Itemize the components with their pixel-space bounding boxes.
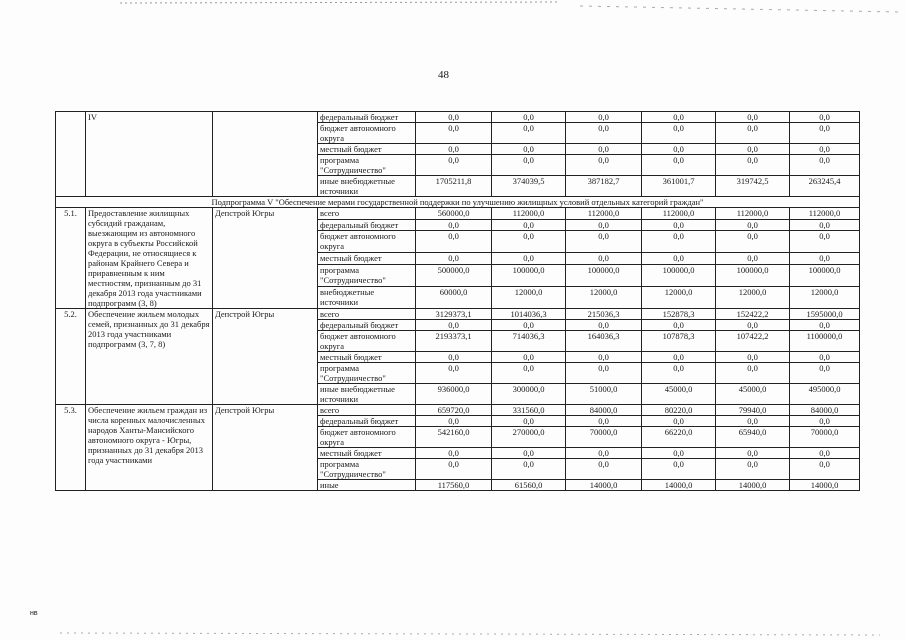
value-cell: 0,0	[790, 416, 860, 427]
value-cell: 0,0	[716, 320, 790, 331]
value-cell: 0,0	[416, 253, 492, 265]
value-cell: 112000,0	[642, 208, 716, 220]
value-cell: 0,0	[716, 253, 790, 265]
page-number: 48	[438, 69, 449, 81]
value-cell: 0,0	[566, 448, 642, 459]
value-cell: 0,0	[642, 320, 716, 331]
value-cell: 100000,0	[566, 264, 642, 286]
value-cell: 100000,0	[790, 264, 860, 286]
funding-source-cell: всего	[318, 309, 416, 320]
value-cell: 107422,2	[716, 331, 790, 352]
item-name-cell: Обеспечение жильем молодых семей, признанных до 31 декабря 2013 года участниками подпрограмм (3, 7, 8)	[86, 309, 213, 405]
value-cell: 2193373,1	[416, 331, 492, 352]
value-cell: 0,0	[416, 416, 492, 427]
value-cell: 100000,0	[492, 264, 566, 286]
value-cell: 0,0	[566, 352, 642, 363]
funding-source-cell: бюджет автономного округа	[318, 427, 416, 448]
value-cell: 0,0	[492, 253, 566, 265]
value-cell: 387182,7	[566, 176, 642, 197]
value-cell: 70000,0	[790, 427, 860, 448]
value-cell: 45000,0	[642, 384, 716, 405]
item-name-cell: Предоставление жилищных субсидий гражданам, выезжающим из автономного округа в субъекты Российской Федерации, не относящиеся к районам Крайнего Севера и приравненным к ним местностям, признанным до 31 декабря 2013 года участниками подпрограмм (3, 8)	[86, 208, 213, 309]
value-cell: 14000,0	[790, 480, 860, 491]
funding-source-cell: местный бюджет	[318, 144, 416, 155]
table-row	[56, 112, 860, 123]
value-cell: 0,0	[716, 112, 790, 123]
value-cell: 0,0	[642, 459, 716, 480]
value-cell: 0,0	[492, 219, 566, 231]
value-cell: 0,0	[716, 144, 790, 155]
value-cell: 100000,0	[642, 264, 716, 286]
value-cell: 112000,0	[492, 208, 566, 220]
value-cell: 0,0	[642, 253, 716, 265]
value-cell: 0,0	[566, 231, 642, 253]
value-cell: 300000,0	[492, 384, 566, 405]
value-cell: 0,0	[716, 448, 790, 459]
table-row	[56, 309, 860, 320]
funding-source-cell: бюджет автономного округа	[318, 123, 416, 144]
value-cell: 84000,0	[790, 405, 860, 416]
funding-source-cell: бюджет автономного округа	[318, 231, 416, 253]
value-cell: 936000,0	[416, 384, 492, 405]
value-cell: 0,0	[716, 231, 790, 253]
value-cell: 0,0	[642, 155, 716, 176]
value-cell: 0,0	[416, 112, 492, 123]
funding-source-cell: бюджет автономного округа	[318, 331, 416, 352]
value-cell: 331560,0	[492, 405, 566, 416]
value-cell: 0,0	[566, 155, 642, 176]
value-cell: 3129373,1	[416, 309, 492, 320]
funding-source-cell: федеральный бюджет	[318, 416, 416, 427]
value-cell: 0,0	[492, 448, 566, 459]
value-cell: 0,0	[566, 219, 642, 231]
value-cell: 0,0	[716, 459, 790, 480]
value-cell: 0,0	[492, 231, 566, 253]
value-cell: 0,0	[642, 123, 716, 144]
value-cell: 0,0	[790, 112, 860, 123]
value-cell: 0,0	[642, 448, 716, 459]
funding-source-cell: федеральный бюджет	[318, 112, 416, 123]
value-cell: 0,0	[790, 459, 860, 480]
value-cell: 100000,0	[716, 264, 790, 286]
funding-source-cell: программа "Сотрудничество"	[318, 264, 416, 286]
value-cell: 70000,0	[566, 427, 642, 448]
value-cell: 0,0	[790, 123, 860, 144]
value-cell: 0,0	[642, 416, 716, 427]
value-cell: 164036,3	[566, 331, 642, 352]
value-cell: 361001,7	[642, 176, 716, 197]
value-cell: 0,0	[642, 352, 716, 363]
value-cell: 0,0	[492, 320, 566, 331]
value-cell: 319742,5	[716, 176, 790, 197]
value-cell: 500000,0	[416, 264, 492, 286]
value-cell: 0,0	[716, 363, 790, 384]
value-cell: 560000,0	[416, 208, 492, 220]
value-cell: 0,0	[642, 363, 716, 384]
subprogram-row	[56, 197, 860, 208]
value-cell: 117560,0	[416, 480, 492, 491]
table-row	[56, 208, 860, 220]
executor-cell: Депстрой Югры	[213, 309, 318, 405]
value-cell: 12000,0	[492, 286, 566, 308]
value-cell: 14000,0	[566, 480, 642, 491]
value-cell: 14000,0	[642, 480, 716, 491]
funding-source-cell: местный бюджет	[318, 352, 416, 363]
item-number-cell: 5.3.	[56, 405, 86, 491]
value-cell: 0,0	[566, 416, 642, 427]
funding-source-cell: всего	[318, 405, 416, 416]
funding-source-cell: иные	[318, 480, 416, 491]
value-cell: 12000,0	[566, 286, 642, 308]
funding-source-cell: программа "Сотрудничество"	[318, 155, 416, 176]
value-cell: 0,0	[416, 459, 492, 480]
value-cell: 0,0	[642, 219, 716, 231]
subprogram-title: Подпрограмма V "Обеспечение мерами государственной поддержки по улучшению жилищных условий отдельных категорий граждан"	[56, 197, 860, 208]
value-cell: 112000,0	[790, 208, 860, 220]
funding-source-cell: программа "Сотрудничество"	[318, 459, 416, 480]
footer-mark: нв	[30, 610, 38, 617]
value-cell: 0,0	[492, 416, 566, 427]
funding-source-cell: внебюджетные источники	[318, 286, 416, 308]
value-cell: 12000,0	[716, 286, 790, 308]
value-cell: 14000,0	[716, 480, 790, 491]
value-cell: 0,0	[416, 352, 492, 363]
value-cell: 1014036,3	[492, 309, 566, 320]
value-cell: 79940,0	[716, 405, 790, 416]
table-row	[56, 405, 860, 416]
value-cell: 80220,0	[642, 405, 716, 416]
value-cell: 112000,0	[716, 208, 790, 220]
funding-source-cell: всего	[318, 208, 416, 220]
value-cell: 60000,0	[416, 286, 492, 308]
value-cell: 66220,0	[642, 427, 716, 448]
value-cell: 0,0	[642, 231, 716, 253]
value-cell: 0,0	[416, 320, 492, 331]
value-cell: 0,0	[716, 123, 790, 144]
value-cell: 0,0	[566, 144, 642, 155]
value-cell: 152422,2	[716, 309, 790, 320]
value-cell: 0,0	[642, 112, 716, 123]
value-cell: 215036,3	[566, 309, 642, 320]
item-number-cell	[56, 112, 86, 197]
value-cell: 0,0	[492, 144, 566, 155]
value-cell: 0,0	[566, 363, 642, 384]
value-cell: 61560,0	[492, 480, 566, 491]
funding-source-cell: местный бюджет	[318, 253, 416, 265]
value-cell: 0,0	[790, 253, 860, 265]
value-cell: 0,0	[416, 363, 492, 384]
funding-source-cell: иные внебюджетные источники	[318, 384, 416, 405]
value-cell: 0,0	[416, 219, 492, 231]
executor-cell: Депстрой Югры	[213, 208, 318, 309]
value-cell: 0,0	[566, 123, 642, 144]
value-cell: 1705211,8	[416, 176, 492, 197]
value-cell: 152878,3	[642, 309, 716, 320]
funding-source-cell: иные внебюджетные источники	[318, 176, 416, 197]
value-cell: 0,0	[790, 231, 860, 253]
value-cell: 0,0	[790, 352, 860, 363]
value-cell: 0,0	[492, 155, 566, 176]
value-cell: 65940,0	[716, 427, 790, 448]
value-cell: 0,0	[642, 144, 716, 155]
value-cell: 0,0	[790, 144, 860, 155]
value-cell: 0,0	[416, 448, 492, 459]
item-name-cell: Обеспечение жильем граждан из числа коренных малочисленных народов Ханты-Мансийского автономного округа - Югры, признанных до 31 декабря 2013 года участниками	[86, 405, 213, 491]
budget-table	[55, 111, 860, 491]
funding-source-cell: федеральный бюджет	[318, 320, 416, 331]
value-cell: 0,0	[716, 352, 790, 363]
value-cell: 0,0	[492, 459, 566, 480]
value-cell: 0,0	[790, 363, 860, 384]
funding-source-cell: местный бюджет	[318, 448, 416, 459]
item-label-cell: IV	[86, 112, 213, 197]
value-cell: 12000,0	[790, 286, 860, 308]
value-cell: 0,0	[790, 448, 860, 459]
value-cell: 0,0	[566, 253, 642, 265]
funding-source-cell: федеральный бюджет	[318, 219, 416, 231]
funding-source-cell: программа "Сотрудничество"	[318, 363, 416, 384]
value-cell: 0,0	[416, 155, 492, 176]
value-cell: 0,0	[790, 219, 860, 231]
value-cell: 659720,0	[416, 405, 492, 416]
value-cell: 714036,3	[492, 331, 566, 352]
value-cell: 12000,0	[642, 286, 716, 308]
value-cell: 0,0	[716, 219, 790, 231]
scan-noise-top	[0, 0, 905, 14]
value-cell: 51000,0	[566, 384, 642, 405]
value-cell: 107878,3	[642, 331, 716, 352]
value-cell: 0,0	[492, 123, 566, 144]
value-cell: 495000,0	[790, 384, 860, 405]
value-cell: 0,0	[492, 363, 566, 384]
value-cell: 0,0	[492, 352, 566, 363]
executor-cell: Депстрой Югры	[213, 405, 318, 491]
value-cell: 0,0	[416, 144, 492, 155]
item-number-cell: 5.1.	[56, 208, 86, 309]
value-cell: 270000,0	[492, 427, 566, 448]
value-cell: 263245,4	[790, 176, 860, 197]
value-cell: 45000,0	[716, 384, 790, 405]
value-cell: 0,0	[492, 112, 566, 123]
value-cell: 374039,5	[492, 176, 566, 197]
value-cell: 0,0	[716, 416, 790, 427]
value-cell: 1595000,0	[790, 309, 860, 320]
value-cell: 1100000,0	[790, 331, 860, 352]
value-cell: 542160,0	[416, 427, 492, 448]
item-number-cell: 5.2.	[56, 309, 86, 405]
value-cell: 0,0	[566, 459, 642, 480]
value-cell: 112000,0	[566, 208, 642, 220]
value-cell: 0,0	[566, 320, 642, 331]
executor-cell	[213, 112, 318, 197]
value-cell: 0,0	[790, 320, 860, 331]
value-cell: 0,0	[790, 155, 860, 176]
value-cell: 0,0	[416, 231, 492, 253]
value-cell: 0,0	[716, 155, 790, 176]
value-cell: 84000,0	[566, 405, 642, 416]
scan-noise-bottom	[0, 626, 905, 640]
value-cell: 0,0	[416, 123, 492, 144]
value-cell: 0,0	[566, 112, 642, 123]
